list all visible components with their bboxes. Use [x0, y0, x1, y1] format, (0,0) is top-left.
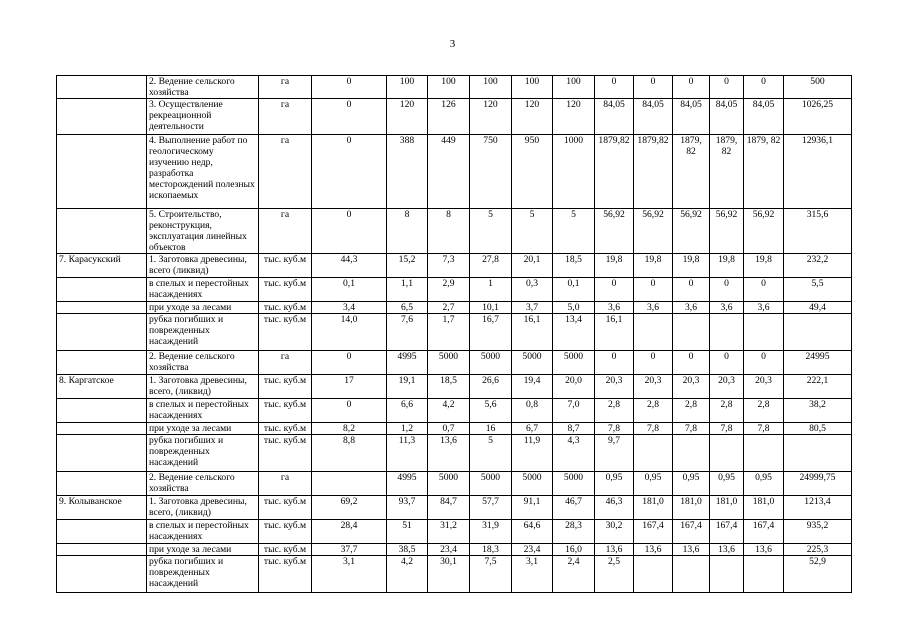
value-cell: 935,2: [784, 520, 852, 544]
value-cell: 0,3: [512, 278, 553, 302]
value-cell: 0,1: [553, 278, 595, 302]
value-cell: 5: [470, 435, 512, 472]
value-cell: [710, 314, 744, 351]
value-cell: 315,6: [784, 209, 852, 254]
value-cell: 37,7: [312, 544, 387, 556]
unit-cell: тыс. куб.м: [259, 556, 312, 593]
district-cell: 8. Каргатское: [57, 375, 147, 399]
value-cell: 1000: [553, 135, 595, 209]
value-cell: 232,2: [784, 254, 852, 278]
table-row: [57, 76, 852, 99]
value-cell: 0: [312, 76, 387, 99]
activity-cell: 2. Ведение сельского хозяйства: [147, 351, 259, 375]
unit-cell: тыс. куб.м: [259, 314, 312, 351]
value-cell: 120: [553, 99, 595, 135]
value-cell: 13,4: [553, 314, 595, 351]
table-row: [57, 351, 852, 375]
value-cell: 167,4: [673, 520, 710, 544]
district-cell: [57, 544, 147, 556]
value-cell: 23,4: [512, 544, 553, 556]
value-cell: 38,2: [784, 399, 852, 423]
value-cell: 51: [387, 520, 428, 544]
value-cell: 31,2: [428, 520, 470, 544]
table-row: [57, 375, 852, 399]
activity-cell: 1. Заготовка древесины, всего, (ликвид): [147, 375, 259, 399]
value-cell: 0: [673, 351, 710, 375]
table-row: [57, 209, 852, 254]
value-cell: 84,7: [428, 496, 470, 520]
value-cell: 20,3: [673, 375, 710, 399]
value-cell: 13,6: [673, 544, 710, 556]
activity-cell: 2. Ведение сельского хозяйства: [147, 472, 259, 496]
value-cell: 8: [428, 209, 470, 254]
district-cell: [57, 423, 147, 435]
value-cell: 5000: [553, 472, 595, 496]
value-cell: 0: [710, 278, 744, 302]
value-cell: 1,2: [387, 423, 428, 435]
value-cell: 7,5: [470, 556, 512, 593]
value-cell: 100: [470, 76, 512, 99]
value-cell: 91,1: [512, 496, 553, 520]
value-cell: [744, 314, 784, 351]
value-cell: 0,95: [673, 472, 710, 496]
table-row: [57, 472, 852, 496]
value-cell: 3,6: [634, 302, 673, 314]
value-cell: 57,7: [470, 496, 512, 520]
unit-cell: тыс. куб.м: [259, 423, 312, 435]
value-cell: 13,6: [634, 544, 673, 556]
unit-cell: тыс. куб.м: [259, 544, 312, 556]
activity-cell: 1. Заготовка древесины, всего, (ликвид): [147, 496, 259, 520]
value-cell: 5: [512, 209, 553, 254]
value-cell: 7,8: [710, 423, 744, 435]
value-cell: 7,8: [595, 423, 634, 435]
value-cell: 56,92: [710, 209, 744, 254]
value-cell: 19,8: [744, 254, 784, 278]
unit-cell: тыс. куб.м: [259, 399, 312, 423]
activity-cell: 4. Выполнение работ по геологическому изучению недр, разработка месторождений полезных ископаемых: [147, 135, 259, 209]
value-cell: 44,3: [312, 254, 387, 278]
value-cell: 19,8: [595, 254, 634, 278]
unit-cell: тыс. куб.м: [259, 496, 312, 520]
value-cell: 14,0: [312, 314, 387, 351]
district-cell: [57, 314, 147, 351]
value-cell: 0: [710, 351, 744, 375]
value-cell: 16,0: [553, 544, 595, 556]
value-cell: 30,1: [428, 556, 470, 593]
unit-cell: га: [259, 135, 312, 209]
district-cell: [57, 302, 147, 314]
value-cell: 26,6: [470, 375, 512, 399]
value-cell: 120: [470, 99, 512, 135]
value-cell: 0,95: [595, 472, 634, 496]
value-cell: [312, 472, 387, 496]
activity-cell: при уходе за лесами: [147, 302, 259, 314]
value-cell: 3,6: [595, 302, 634, 314]
value-cell: 16,1: [595, 314, 634, 351]
value-cell: 0: [312, 351, 387, 375]
district-cell: [57, 520, 147, 544]
value-cell: 19,4: [512, 375, 553, 399]
value-cell: 18,5: [428, 375, 470, 399]
value-cell: 19,8: [634, 254, 673, 278]
value-cell: 20,3: [595, 375, 634, 399]
value-cell: 84,05: [595, 99, 634, 135]
value-cell: 38,5: [387, 544, 428, 556]
value-cell: 3,6: [673, 302, 710, 314]
table-row: [57, 302, 852, 314]
table-row: [57, 314, 852, 351]
value-cell: 2,7: [428, 302, 470, 314]
value-cell: 1879, 82: [744, 135, 784, 209]
value-cell: [784, 314, 852, 351]
value-cell: 12936,1: [784, 135, 852, 209]
value-cell: 4,2: [428, 399, 470, 423]
value-cell: 500: [784, 76, 852, 99]
value-cell: 6,6: [387, 399, 428, 423]
value-cell: 24995: [784, 351, 852, 375]
value-cell: 17: [312, 375, 387, 399]
value-cell: 28,4: [312, 520, 387, 544]
activity-cell: при уходе за лесами: [147, 423, 259, 435]
value-cell: 222,1: [784, 375, 852, 399]
value-cell: 950: [512, 135, 553, 209]
unit-cell: га: [259, 472, 312, 496]
value-cell: 31,9: [470, 520, 512, 544]
value-cell: 7,8: [744, 423, 784, 435]
value-cell: 181,0: [634, 496, 673, 520]
value-cell: 5000: [553, 351, 595, 375]
activity-cell: в спелых и перестойных насаждениях: [147, 520, 259, 544]
district-cell: [57, 351, 147, 375]
district-cell: [57, 209, 147, 254]
value-cell: 2,8: [673, 399, 710, 423]
unit-cell: га: [259, 351, 312, 375]
district-cell: [57, 472, 147, 496]
value-cell: 100: [553, 76, 595, 99]
value-cell: 56,92: [673, 209, 710, 254]
district-cell: [57, 76, 147, 99]
value-cell: 0: [634, 76, 673, 99]
activity-cell: 1. Заготовка древесины, всего (ликвид): [147, 254, 259, 278]
value-cell: 20,3: [710, 375, 744, 399]
value-cell: 5000: [512, 351, 553, 375]
value-cell: 56,92: [634, 209, 673, 254]
value-cell: 13,6: [428, 435, 470, 472]
value-cell: 0: [312, 399, 387, 423]
value-cell: 2,8: [744, 399, 784, 423]
value-cell: 0: [634, 278, 673, 302]
value-cell: 126: [428, 99, 470, 135]
value-cell: 0: [595, 76, 634, 99]
value-cell: 46,3: [595, 496, 634, 520]
value-cell: 3,7: [512, 302, 553, 314]
value-cell: 0: [710, 76, 744, 99]
value-cell: 46,7: [553, 496, 595, 520]
value-cell: 7,0: [553, 399, 595, 423]
table-row: [57, 254, 852, 278]
value-cell: 3,4: [312, 302, 387, 314]
activity-cell: рубка погибших и поврежденных насаждений: [147, 556, 259, 593]
value-cell: 20,1: [512, 254, 553, 278]
value-cell: 49,4: [784, 302, 852, 314]
value-cell: 2,5: [595, 556, 634, 593]
value-cell: 84,05: [673, 99, 710, 135]
value-cell: 13,6: [744, 544, 784, 556]
value-cell: 7,8: [673, 423, 710, 435]
value-cell: 0: [634, 351, 673, 375]
table-row: [57, 99, 852, 135]
value-cell: 3,1: [312, 556, 387, 593]
activity-cell: рубка погибших и поврежденных насаждений: [147, 435, 259, 472]
value-cell: 0: [673, 76, 710, 99]
value-cell: 0,95: [744, 472, 784, 496]
value-cell: 52,9: [784, 556, 852, 593]
unit-cell: тыс. куб.м: [259, 302, 312, 314]
value-cell: 3,6: [744, 302, 784, 314]
value-cell: 93,7: [387, 496, 428, 520]
value-cell: 5000: [470, 472, 512, 496]
value-cell: 5,5: [784, 278, 852, 302]
value-cell: 13,6: [595, 544, 634, 556]
value-cell: 120: [512, 99, 553, 135]
value-cell: 100: [387, 76, 428, 99]
value-cell: 19,8: [710, 254, 744, 278]
unit-cell: тыс. куб.м: [259, 435, 312, 472]
district-cell: [57, 99, 147, 135]
value-cell: 16,7: [470, 314, 512, 351]
value-cell: 2,8: [634, 399, 673, 423]
value-cell: 1879,82: [634, 135, 673, 209]
district-cell: [57, 399, 147, 423]
value-cell: 11,3: [387, 435, 428, 472]
value-cell: 1,7: [428, 314, 470, 351]
value-cell: 5,6: [470, 399, 512, 423]
value-cell: 84,05: [710, 99, 744, 135]
unit-cell: га: [259, 99, 312, 135]
activity-cell: 3. Осуществление рекреационной деятельности: [147, 99, 259, 135]
value-cell: 19,1: [387, 375, 428, 399]
value-cell: 0: [673, 278, 710, 302]
value-cell: 8,8: [312, 435, 387, 472]
value-cell: 3,6: [710, 302, 744, 314]
table-row: [57, 399, 852, 423]
value-cell: 64,6: [512, 520, 553, 544]
district-cell: [57, 278, 147, 302]
value-cell: 11,9: [512, 435, 553, 472]
value-cell: 2,4: [553, 556, 595, 593]
value-cell: 0,95: [634, 472, 673, 496]
value-cell: 18,3: [470, 544, 512, 556]
value-cell: [634, 314, 673, 351]
value-cell: 84,05: [634, 99, 673, 135]
value-cell: 5000: [512, 472, 553, 496]
value-cell: 0: [312, 209, 387, 254]
value-cell: 84,05: [744, 99, 784, 135]
value-cell: 69,2: [312, 496, 387, 520]
value-cell: [673, 556, 710, 593]
value-cell: 20,3: [634, 375, 673, 399]
value-cell: 0: [595, 278, 634, 302]
value-cell: 0: [744, 351, 784, 375]
value-cell: 120: [387, 99, 428, 135]
value-cell: [710, 435, 744, 472]
value-cell: 388: [387, 135, 428, 209]
value-cell: 8: [387, 209, 428, 254]
value-cell: 4,2: [387, 556, 428, 593]
value-cell: 181,0: [710, 496, 744, 520]
value-cell: 5: [470, 209, 512, 254]
value-cell: 0,95: [710, 472, 744, 496]
value-cell: 1879, 82: [710, 135, 744, 209]
value-cell: 5: [553, 209, 595, 254]
value-cell: 7,6: [387, 314, 428, 351]
value-cell: 1,1: [387, 278, 428, 302]
value-cell: 1026,25: [784, 99, 852, 135]
activity-cell: рубка погибших и поврежденных насаждений: [147, 314, 259, 351]
value-cell: 20,3: [744, 375, 784, 399]
table-row: [57, 423, 852, 435]
district-cell: [57, 135, 147, 209]
activity-cell: в спелых и перестойных насаждениях: [147, 278, 259, 302]
unit-cell: тыс. куб.м: [259, 278, 312, 302]
value-cell: 10,1: [470, 302, 512, 314]
value-cell: 181,0: [673, 496, 710, 520]
district-cell: [57, 556, 147, 593]
table-row: [57, 556, 852, 593]
value-cell: 16: [470, 423, 512, 435]
value-cell: [744, 556, 784, 593]
value-cell: 15,2: [387, 254, 428, 278]
value-cell: 20,0: [553, 375, 595, 399]
value-cell: 0,7: [428, 423, 470, 435]
activity-cell: 2. Ведение сельского хозяйства: [147, 76, 259, 99]
value-cell: 9,7: [595, 435, 634, 472]
page-number: 3: [449, 38, 456, 50]
value-cell: 4995: [387, 472, 428, 496]
unit-cell: га: [259, 76, 312, 99]
value-cell: 13,6: [710, 544, 744, 556]
value-cell: 3,1: [512, 556, 553, 593]
value-cell: 7,3: [428, 254, 470, 278]
value-cell: 27,8: [470, 254, 512, 278]
table-row: [57, 135, 852, 209]
value-cell: 0: [595, 351, 634, 375]
value-cell: 56,92: [595, 209, 634, 254]
district-cell: 7. Карасукский: [57, 254, 147, 278]
table-row: [57, 496, 852, 520]
unit-cell: тыс. куб.м: [259, 520, 312, 544]
value-cell: 225,3: [784, 544, 852, 556]
value-cell: 167,4: [634, 520, 673, 544]
value-cell: 750: [470, 135, 512, 209]
value-cell: 0: [744, 278, 784, 302]
value-cell: 5000: [470, 351, 512, 375]
unit-cell: га: [259, 209, 312, 254]
value-cell: 23,4: [428, 544, 470, 556]
value-cell: 181,0: [744, 496, 784, 520]
value-cell: 0: [312, 135, 387, 209]
forest-use-table: [56, 75, 852, 593]
value-cell: 28,3: [553, 520, 595, 544]
value-cell: 24999,75: [784, 472, 852, 496]
value-cell: [634, 556, 673, 593]
value-cell: [673, 314, 710, 351]
value-cell: [634, 435, 673, 472]
value-cell: 30,2: [595, 520, 634, 544]
value-cell: 19,8: [673, 254, 710, 278]
value-cell: 1213,4: [784, 496, 852, 520]
value-cell: 5000: [428, 351, 470, 375]
district-cell: 9. Колыванское: [57, 496, 147, 520]
activity-cell: 5. Строительство, реконструкция, эксплуатация линейных объектов: [147, 209, 259, 254]
value-cell: 16,1: [512, 314, 553, 351]
value-cell: 6,7: [512, 423, 553, 435]
value-cell: 5000: [428, 472, 470, 496]
value-cell: 7,8: [634, 423, 673, 435]
value-cell: 2,8: [710, 399, 744, 423]
value-cell: 1: [470, 278, 512, 302]
value-cell: [710, 556, 744, 593]
value-cell: 0: [312, 99, 387, 135]
value-cell: 56,92: [744, 209, 784, 254]
value-cell: [673, 435, 710, 472]
value-cell: [784, 435, 852, 472]
value-cell: 449: [428, 135, 470, 209]
value-cell: 80,5: [784, 423, 852, 435]
table-row: [57, 544, 852, 556]
activity-cell: в спелых и перестойных насаждениях: [147, 399, 259, 423]
table-body: [57, 76, 852, 593]
value-cell: 0: [744, 76, 784, 99]
value-cell: 2,9: [428, 278, 470, 302]
unit-cell: тыс. куб.м: [259, 375, 312, 399]
unit-cell: тыс. куб.м: [259, 254, 312, 278]
value-cell: 167,4: [744, 520, 784, 544]
value-cell: 0,1: [312, 278, 387, 302]
value-cell: 100: [428, 76, 470, 99]
value-cell: 167,4: [710, 520, 744, 544]
table-row: [57, 520, 852, 544]
value-cell: 1879, 82: [673, 135, 710, 209]
value-cell: 18,5: [553, 254, 595, 278]
value-cell: 100: [512, 76, 553, 99]
value-cell: 8,7: [553, 423, 595, 435]
value-cell: 0,8: [512, 399, 553, 423]
value-cell: 6,5: [387, 302, 428, 314]
value-cell: 8,2: [312, 423, 387, 435]
value-cell: 5,0: [553, 302, 595, 314]
value-cell: 4995: [387, 351, 428, 375]
table-row: [57, 435, 852, 472]
activity-cell: при уходе за лесами: [147, 544, 259, 556]
value-cell: [744, 435, 784, 472]
table-row: [57, 278, 852, 302]
value-cell: 1879,82: [595, 135, 634, 209]
district-cell: [57, 435, 147, 472]
value-cell: 4,3: [553, 435, 595, 472]
value-cell: 2,8: [595, 399, 634, 423]
